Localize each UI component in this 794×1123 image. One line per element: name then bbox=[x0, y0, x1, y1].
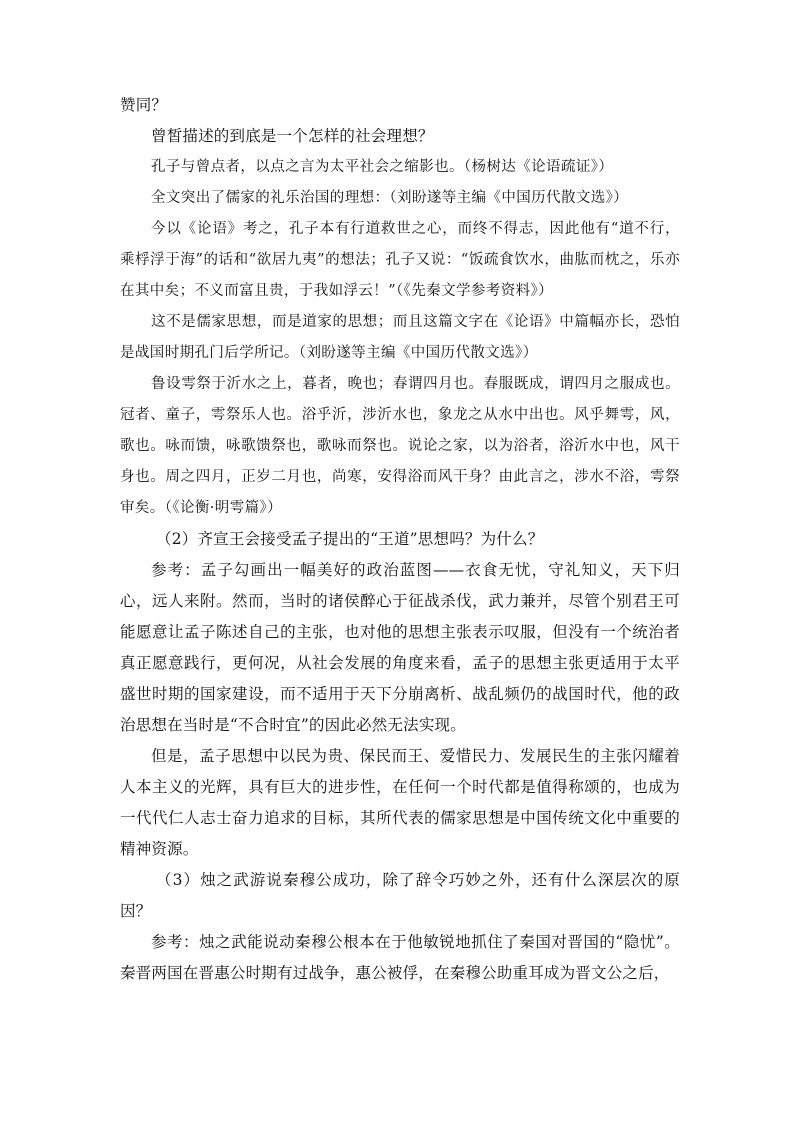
quote-xianqin-wenxue: 今以《论语》考之，孔子本有行道救世之心，而终不得志，因此他有“道不行，乘桴浮于海”的话和“欲居九夷”的想法；孔子又说：“饭疏食饮水，曲肱而枕之，乐亦在其中矣；不义而富且贵，于我如浮云！”（《先秦文学参考资料》） bbox=[120, 221, 680, 299]
question-social-ideal: 曾皙描述的到底是一个怎样的社会理想？ bbox=[151, 127, 434, 145]
answer-2-paragraph-2: 但是，孟子思想中以民为贵、保民而王、爱惜民力、发展民生的主张闪耀着人本主义的光辉，具有巨大的进步性，在任何一个时代都是值得称颂的，也成为一代代仁人志士奋力追求的目标，其所代表的儒家思想是中国传统文化中重要的精神资源。 bbox=[120, 747, 680, 858]
paragraph-continuation: 赞同？ bbox=[120, 96, 168, 114]
answer-3-paragraph-1: 参考：烛之武能说动秦穆公根本在于他敏锐地抓住了秦国对晋国的“隐忧”。秦晋两国在晋惠公时期有过战争，惠公被俘，在秦穆公助重耳成为晋文公之后， bbox=[120, 933, 680, 982]
answer-2-paragraph-1: 参考：孟子勾画出一幅美好的政治蓝图——衣食无忧，守礼知义，天下归心，远人来附。然而，当时的诸侯醉心于征战杀伐，武力兼并，尽管个别君王可能愿意让孟子陈述自己的主张，也对他的思想主张表示叹服，但没有一个统治者真正愿意践行，更何况，从社会发展的角度来看，孟子的思想主张更适用于太平盛世时期的国家建设，而不适用于天下分崩离析、战乱频仍的战国时代，他的政治思想在当时是“不合时宜”的因此必然无法实现。 bbox=[120, 561, 680, 734]
question-3-heading: （3）烛之武游说秦穆公成功，除了辞令巧妙之外，还有什么深层次的原因？ bbox=[120, 871, 680, 920]
quote-liu-pansui-1: 全文突出了儒家的礼乐治国的理想：（刘盼遂等主编《中国历代散文选》） bbox=[151, 190, 629, 206]
question-2-heading: （2）齐宣王会接受孟子提出的“王道”思想吗？为什么？ bbox=[156, 530, 544, 548]
document-page bbox=[120, 90, 680, 989]
quote-liu-pansui-2: 这不是儒家思想，而是道家的思想；而且这篇文字在《论语》中篇幅亦长，恐怕是战国时期孔门后学所记。（刘盼遂等主编《中国历代散文选》） bbox=[120, 314, 680, 361]
quote-lunheng: 鲁设雩祭于沂水之上，暮者，晚也；春谓四月也。春服既成，谓四月之服成也。冠者、童子，雩祭乐人也。浴乎沂，涉沂水也，象龙之从水中出也。风乎舞雩，风，歌也。咏而馈，咏歌馈祭也，歌咏而祭也。说论之家，以为浴者，浴沂水中也，风干身也。周之四月，正岁二月也，尚寒，安得浴而风干身？由此言之，涉水不浴，雩祭审矣。（《论衡·明雩篇》） bbox=[120, 376, 680, 516]
quote-yang-shuda: 孔子与曾点者，以点之言为太平社会之缩影也。（杨树达《论语疏证》） bbox=[151, 159, 614, 175]
